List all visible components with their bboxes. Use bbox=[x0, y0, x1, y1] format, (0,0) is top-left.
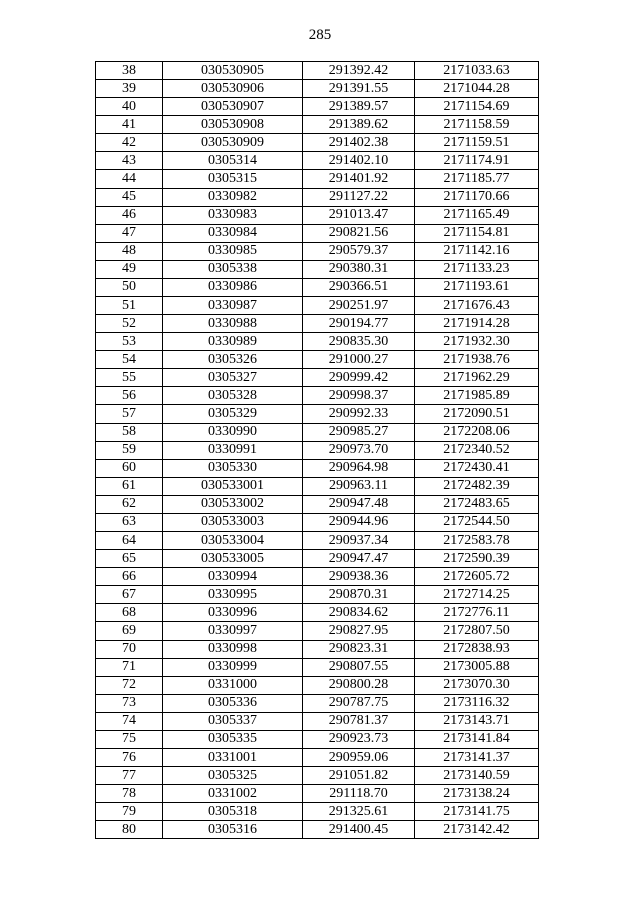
y-coordinate-cell: 2171938.76 bbox=[415, 351, 539, 369]
point-code-cell: 0330986 bbox=[163, 278, 303, 296]
y-coordinate-cell: 2171932.30 bbox=[415, 333, 539, 351]
x-coordinate-cell: 290251.97 bbox=[303, 297, 415, 315]
y-coordinate-cell: 2171165.49 bbox=[415, 206, 539, 224]
point-code-cell: 0331000 bbox=[163, 676, 303, 694]
x-coordinate-cell: 291391.55 bbox=[303, 80, 415, 98]
y-coordinate-cell: 2171142.16 bbox=[415, 242, 539, 260]
point-code-cell: 0305325 bbox=[163, 767, 303, 785]
x-coordinate-cell: 291402.38 bbox=[303, 134, 415, 152]
coordinates-table bbox=[95, 61, 539, 839]
row-number-cell: 59 bbox=[96, 441, 163, 459]
x-coordinate-cell: 290807.55 bbox=[303, 658, 415, 676]
row-number-cell: 79 bbox=[96, 803, 163, 821]
table-row bbox=[96, 315, 539, 333]
y-coordinate-cell: 2172714.25 bbox=[415, 586, 539, 604]
y-coordinate-cell: 2171962.29 bbox=[415, 369, 539, 387]
y-coordinate-cell: 2173138.24 bbox=[415, 785, 539, 803]
y-coordinate-cell: 2172340.52 bbox=[415, 441, 539, 459]
point-code-cell: 0330999 bbox=[163, 658, 303, 676]
row-number-cell: 57 bbox=[96, 405, 163, 423]
x-coordinate-cell: 290827.95 bbox=[303, 622, 415, 640]
y-coordinate-cell: 2173070.30 bbox=[415, 676, 539, 694]
table-row bbox=[96, 62, 539, 80]
x-coordinate-cell: 290959.06 bbox=[303, 748, 415, 766]
row-number-cell: 78 bbox=[96, 785, 163, 803]
row-number-cell: 48 bbox=[96, 242, 163, 260]
table-row bbox=[96, 730, 539, 748]
row-number-cell: 39 bbox=[96, 80, 163, 98]
point-code-cell: 030530909 bbox=[163, 134, 303, 152]
y-coordinate-cell: 2173141.37 bbox=[415, 748, 539, 766]
y-coordinate-cell: 2172482.39 bbox=[415, 477, 539, 495]
y-coordinate-cell: 2172590.39 bbox=[415, 550, 539, 568]
y-coordinate-cell: 2172838.93 bbox=[415, 640, 539, 658]
x-coordinate-cell: 291013.47 bbox=[303, 206, 415, 224]
table-row bbox=[96, 297, 539, 315]
point-code-cell: 0305328 bbox=[163, 387, 303, 405]
row-number-cell: 45 bbox=[96, 188, 163, 206]
point-code-cell: 0330987 bbox=[163, 297, 303, 315]
table-row bbox=[96, 441, 539, 459]
x-coordinate-cell: 290870.31 bbox=[303, 586, 415, 604]
table-row bbox=[96, 658, 539, 676]
table-row bbox=[96, 459, 539, 477]
x-coordinate-cell: 290937.34 bbox=[303, 532, 415, 550]
row-number-cell: 80 bbox=[96, 821, 163, 839]
row-number-cell: 38 bbox=[96, 62, 163, 80]
row-number-cell: 70 bbox=[96, 640, 163, 658]
x-coordinate-cell: 290923.73 bbox=[303, 730, 415, 748]
y-coordinate-cell: 2171676.43 bbox=[415, 297, 539, 315]
table-row bbox=[96, 116, 539, 134]
row-number-cell: 77 bbox=[96, 767, 163, 785]
row-number-cell: 65 bbox=[96, 550, 163, 568]
point-code-cell: 0330988 bbox=[163, 315, 303, 333]
point-code-cell: 0330994 bbox=[163, 568, 303, 586]
y-coordinate-cell: 2171158.59 bbox=[415, 116, 539, 134]
point-code-cell: 0305335 bbox=[163, 730, 303, 748]
table-row bbox=[96, 278, 539, 296]
point-code-cell: 0330985 bbox=[163, 242, 303, 260]
table-row bbox=[96, 387, 539, 405]
table-row bbox=[96, 224, 539, 242]
table-row bbox=[96, 351, 539, 369]
row-number-cell: 56 bbox=[96, 387, 163, 405]
x-coordinate-cell: 290834.62 bbox=[303, 604, 415, 622]
row-number-cell: 68 bbox=[96, 604, 163, 622]
point-code-cell: 030533005 bbox=[163, 550, 303, 568]
point-code-cell: 0305318 bbox=[163, 803, 303, 821]
row-number-cell: 69 bbox=[96, 622, 163, 640]
point-code-cell: 0305326 bbox=[163, 351, 303, 369]
table-row bbox=[96, 206, 539, 224]
table-row bbox=[96, 188, 539, 206]
row-number-cell: 64 bbox=[96, 532, 163, 550]
row-number-cell: 49 bbox=[96, 260, 163, 278]
row-number-cell: 41 bbox=[96, 116, 163, 134]
x-coordinate-cell: 291400.45 bbox=[303, 821, 415, 839]
y-coordinate-cell: 2171044.28 bbox=[415, 80, 539, 98]
table-row bbox=[96, 550, 539, 568]
y-coordinate-cell: 2171174.91 bbox=[415, 152, 539, 170]
row-number-cell: 76 bbox=[96, 748, 163, 766]
y-coordinate-cell: 2173116.32 bbox=[415, 694, 539, 712]
point-code-cell: 030530905 bbox=[163, 62, 303, 80]
y-coordinate-cell: 2173141.75 bbox=[415, 803, 539, 821]
table-row bbox=[96, 604, 539, 622]
row-number-cell: 43 bbox=[96, 152, 163, 170]
table-row bbox=[96, 98, 539, 116]
point-code-cell: 0331002 bbox=[163, 785, 303, 803]
table-row bbox=[96, 242, 539, 260]
point-code-cell: 0330991 bbox=[163, 441, 303, 459]
y-coordinate-cell: 2172208.06 bbox=[415, 423, 539, 441]
row-number-cell: 63 bbox=[96, 513, 163, 531]
row-number-cell: 55 bbox=[96, 369, 163, 387]
x-coordinate-cell: 291000.27 bbox=[303, 351, 415, 369]
row-number-cell: 62 bbox=[96, 495, 163, 513]
row-number-cell: 73 bbox=[96, 694, 163, 712]
table-row bbox=[96, 622, 539, 640]
y-coordinate-cell: 2171185.77 bbox=[415, 170, 539, 188]
row-number-cell: 72 bbox=[96, 676, 163, 694]
point-code-cell: 0330995 bbox=[163, 586, 303, 604]
x-coordinate-cell: 290787.75 bbox=[303, 694, 415, 712]
table-row bbox=[96, 676, 539, 694]
x-coordinate-cell: 290380.31 bbox=[303, 260, 415, 278]
x-coordinate-cell: 291392.42 bbox=[303, 62, 415, 80]
table-row bbox=[96, 821, 539, 839]
y-coordinate-cell: 2171914.28 bbox=[415, 315, 539, 333]
row-number-cell: 40 bbox=[96, 98, 163, 116]
row-number-cell: 67 bbox=[96, 586, 163, 604]
point-code-cell: 0330998 bbox=[163, 640, 303, 658]
y-coordinate-cell: 2173141.84 bbox=[415, 730, 539, 748]
point-code-cell: 0330989 bbox=[163, 333, 303, 351]
point-code-cell: 0305327 bbox=[163, 369, 303, 387]
x-coordinate-cell: 290579.37 bbox=[303, 242, 415, 260]
row-number-cell: 42 bbox=[96, 134, 163, 152]
x-coordinate-cell: 290964.98 bbox=[303, 459, 415, 477]
table-row bbox=[96, 712, 539, 730]
y-coordinate-cell: 2172430.41 bbox=[415, 459, 539, 477]
point-code-cell: 030533003 bbox=[163, 513, 303, 531]
row-number-cell: 51 bbox=[96, 297, 163, 315]
table-row bbox=[96, 260, 539, 278]
x-coordinate-cell: 290999.42 bbox=[303, 369, 415, 387]
x-coordinate-cell: 291127.22 bbox=[303, 188, 415, 206]
point-code-cell: 0330996 bbox=[163, 604, 303, 622]
row-number-cell: 60 bbox=[96, 459, 163, 477]
row-number-cell: 74 bbox=[96, 712, 163, 730]
table-row bbox=[96, 170, 539, 188]
row-number-cell: 44 bbox=[96, 170, 163, 188]
y-coordinate-cell: 2172807.50 bbox=[415, 622, 539, 640]
y-coordinate-cell: 2171133.23 bbox=[415, 260, 539, 278]
table-row bbox=[96, 423, 539, 441]
y-coordinate-cell: 2171154.81 bbox=[415, 224, 539, 242]
y-coordinate-cell: 2172583.78 bbox=[415, 532, 539, 550]
table-row bbox=[96, 532, 539, 550]
x-coordinate-cell: 290963.11 bbox=[303, 477, 415, 495]
table-row bbox=[96, 767, 539, 785]
point-code-cell: 0305330 bbox=[163, 459, 303, 477]
y-coordinate-cell: 2172090.51 bbox=[415, 405, 539, 423]
x-coordinate-cell: 290194.77 bbox=[303, 315, 415, 333]
x-coordinate-cell: 290938.36 bbox=[303, 568, 415, 586]
point-code-cell: 0305337 bbox=[163, 712, 303, 730]
point-code-cell: 030530906 bbox=[163, 80, 303, 98]
y-coordinate-cell: 2172544.50 bbox=[415, 513, 539, 531]
x-coordinate-cell: 291118.70 bbox=[303, 785, 415, 803]
table-row bbox=[96, 333, 539, 351]
point-code-cell: 030530907 bbox=[163, 98, 303, 116]
table-row bbox=[96, 369, 539, 387]
x-coordinate-cell: 290985.27 bbox=[303, 423, 415, 441]
y-coordinate-cell: 2172483.65 bbox=[415, 495, 539, 513]
y-coordinate-cell: 2173143.71 bbox=[415, 712, 539, 730]
row-number-cell: 47 bbox=[96, 224, 163, 242]
table-row bbox=[96, 80, 539, 98]
point-code-cell: 030530908 bbox=[163, 116, 303, 134]
point-code-cell: 0330983 bbox=[163, 206, 303, 224]
point-code-cell: 0331001 bbox=[163, 748, 303, 766]
table-row bbox=[96, 405, 539, 423]
point-code-cell: 030533001 bbox=[163, 477, 303, 495]
point-code-cell: 0305314 bbox=[163, 152, 303, 170]
x-coordinate-cell: 290944.96 bbox=[303, 513, 415, 531]
point-code-cell: 0305338 bbox=[163, 260, 303, 278]
x-coordinate-cell: 290781.37 bbox=[303, 712, 415, 730]
x-coordinate-cell: 290947.48 bbox=[303, 495, 415, 513]
table-row bbox=[96, 586, 539, 604]
point-code-cell: 0330997 bbox=[163, 622, 303, 640]
point-code-cell: 0330990 bbox=[163, 423, 303, 441]
point-code-cell: 030533002 bbox=[163, 495, 303, 513]
table-row bbox=[96, 748, 539, 766]
x-coordinate-cell: 290973.70 bbox=[303, 441, 415, 459]
x-coordinate-cell: 291402.10 bbox=[303, 152, 415, 170]
x-coordinate-cell: 291389.62 bbox=[303, 116, 415, 134]
y-coordinate-cell: 2171159.51 bbox=[415, 134, 539, 152]
point-code-cell: 0330984 bbox=[163, 224, 303, 242]
point-code-cell: 030533004 bbox=[163, 532, 303, 550]
row-number-cell: 58 bbox=[96, 423, 163, 441]
x-coordinate-cell: 290835.30 bbox=[303, 333, 415, 351]
table-row bbox=[96, 513, 539, 531]
point-code-cell: 0330982 bbox=[163, 188, 303, 206]
row-number-cell: 61 bbox=[96, 477, 163, 495]
point-code-cell: 0305316 bbox=[163, 821, 303, 839]
row-number-cell: 75 bbox=[96, 730, 163, 748]
x-coordinate-cell: 291389.57 bbox=[303, 98, 415, 116]
x-coordinate-cell: 290366.51 bbox=[303, 278, 415, 296]
row-number-cell: 71 bbox=[96, 658, 163, 676]
row-number-cell: 50 bbox=[96, 278, 163, 296]
y-coordinate-cell: 2171193.61 bbox=[415, 278, 539, 296]
y-coordinate-cell: 2173140.59 bbox=[415, 767, 539, 785]
row-number-cell: 54 bbox=[96, 351, 163, 369]
table-row bbox=[96, 495, 539, 513]
y-coordinate-cell: 2172605.72 bbox=[415, 568, 539, 586]
table-row bbox=[96, 785, 539, 803]
x-coordinate-cell: 290800.28 bbox=[303, 676, 415, 694]
x-coordinate-cell: 290821.56 bbox=[303, 224, 415, 242]
coordinates-table-body bbox=[96, 62, 539, 839]
table-row bbox=[96, 640, 539, 658]
x-coordinate-cell: 291401.92 bbox=[303, 170, 415, 188]
y-coordinate-cell: 2171033.63 bbox=[415, 62, 539, 80]
table-row bbox=[96, 477, 539, 495]
y-coordinate-cell: 2172776.11 bbox=[415, 604, 539, 622]
row-number-cell: 53 bbox=[96, 333, 163, 351]
row-number-cell: 52 bbox=[96, 315, 163, 333]
x-coordinate-cell: 290947.47 bbox=[303, 550, 415, 568]
y-coordinate-cell: 2173005.88 bbox=[415, 658, 539, 676]
point-code-cell: 0305329 bbox=[163, 405, 303, 423]
x-coordinate-cell: 291051.82 bbox=[303, 767, 415, 785]
y-coordinate-cell: 2171154.69 bbox=[415, 98, 539, 116]
point-code-cell: 0305315 bbox=[163, 170, 303, 188]
x-coordinate-cell: 290998.37 bbox=[303, 387, 415, 405]
row-number-cell: 46 bbox=[96, 206, 163, 224]
y-coordinate-cell: 2173142.42 bbox=[415, 821, 539, 839]
y-coordinate-cell: 2171985.89 bbox=[415, 387, 539, 405]
row-number-cell: 66 bbox=[96, 568, 163, 586]
table-row bbox=[96, 803, 539, 821]
x-coordinate-cell: 290823.31 bbox=[303, 640, 415, 658]
point-code-cell: 0305336 bbox=[163, 694, 303, 712]
y-coordinate-cell: 2171170.66 bbox=[415, 188, 539, 206]
page-number: 285 bbox=[308, 27, 332, 43]
table-row bbox=[96, 134, 539, 152]
table-row bbox=[96, 152, 539, 170]
x-coordinate-cell: 290992.33 bbox=[303, 405, 415, 423]
x-coordinate-cell: 291325.61 bbox=[303, 803, 415, 821]
table-row bbox=[96, 694, 539, 712]
table-row bbox=[96, 568, 539, 586]
